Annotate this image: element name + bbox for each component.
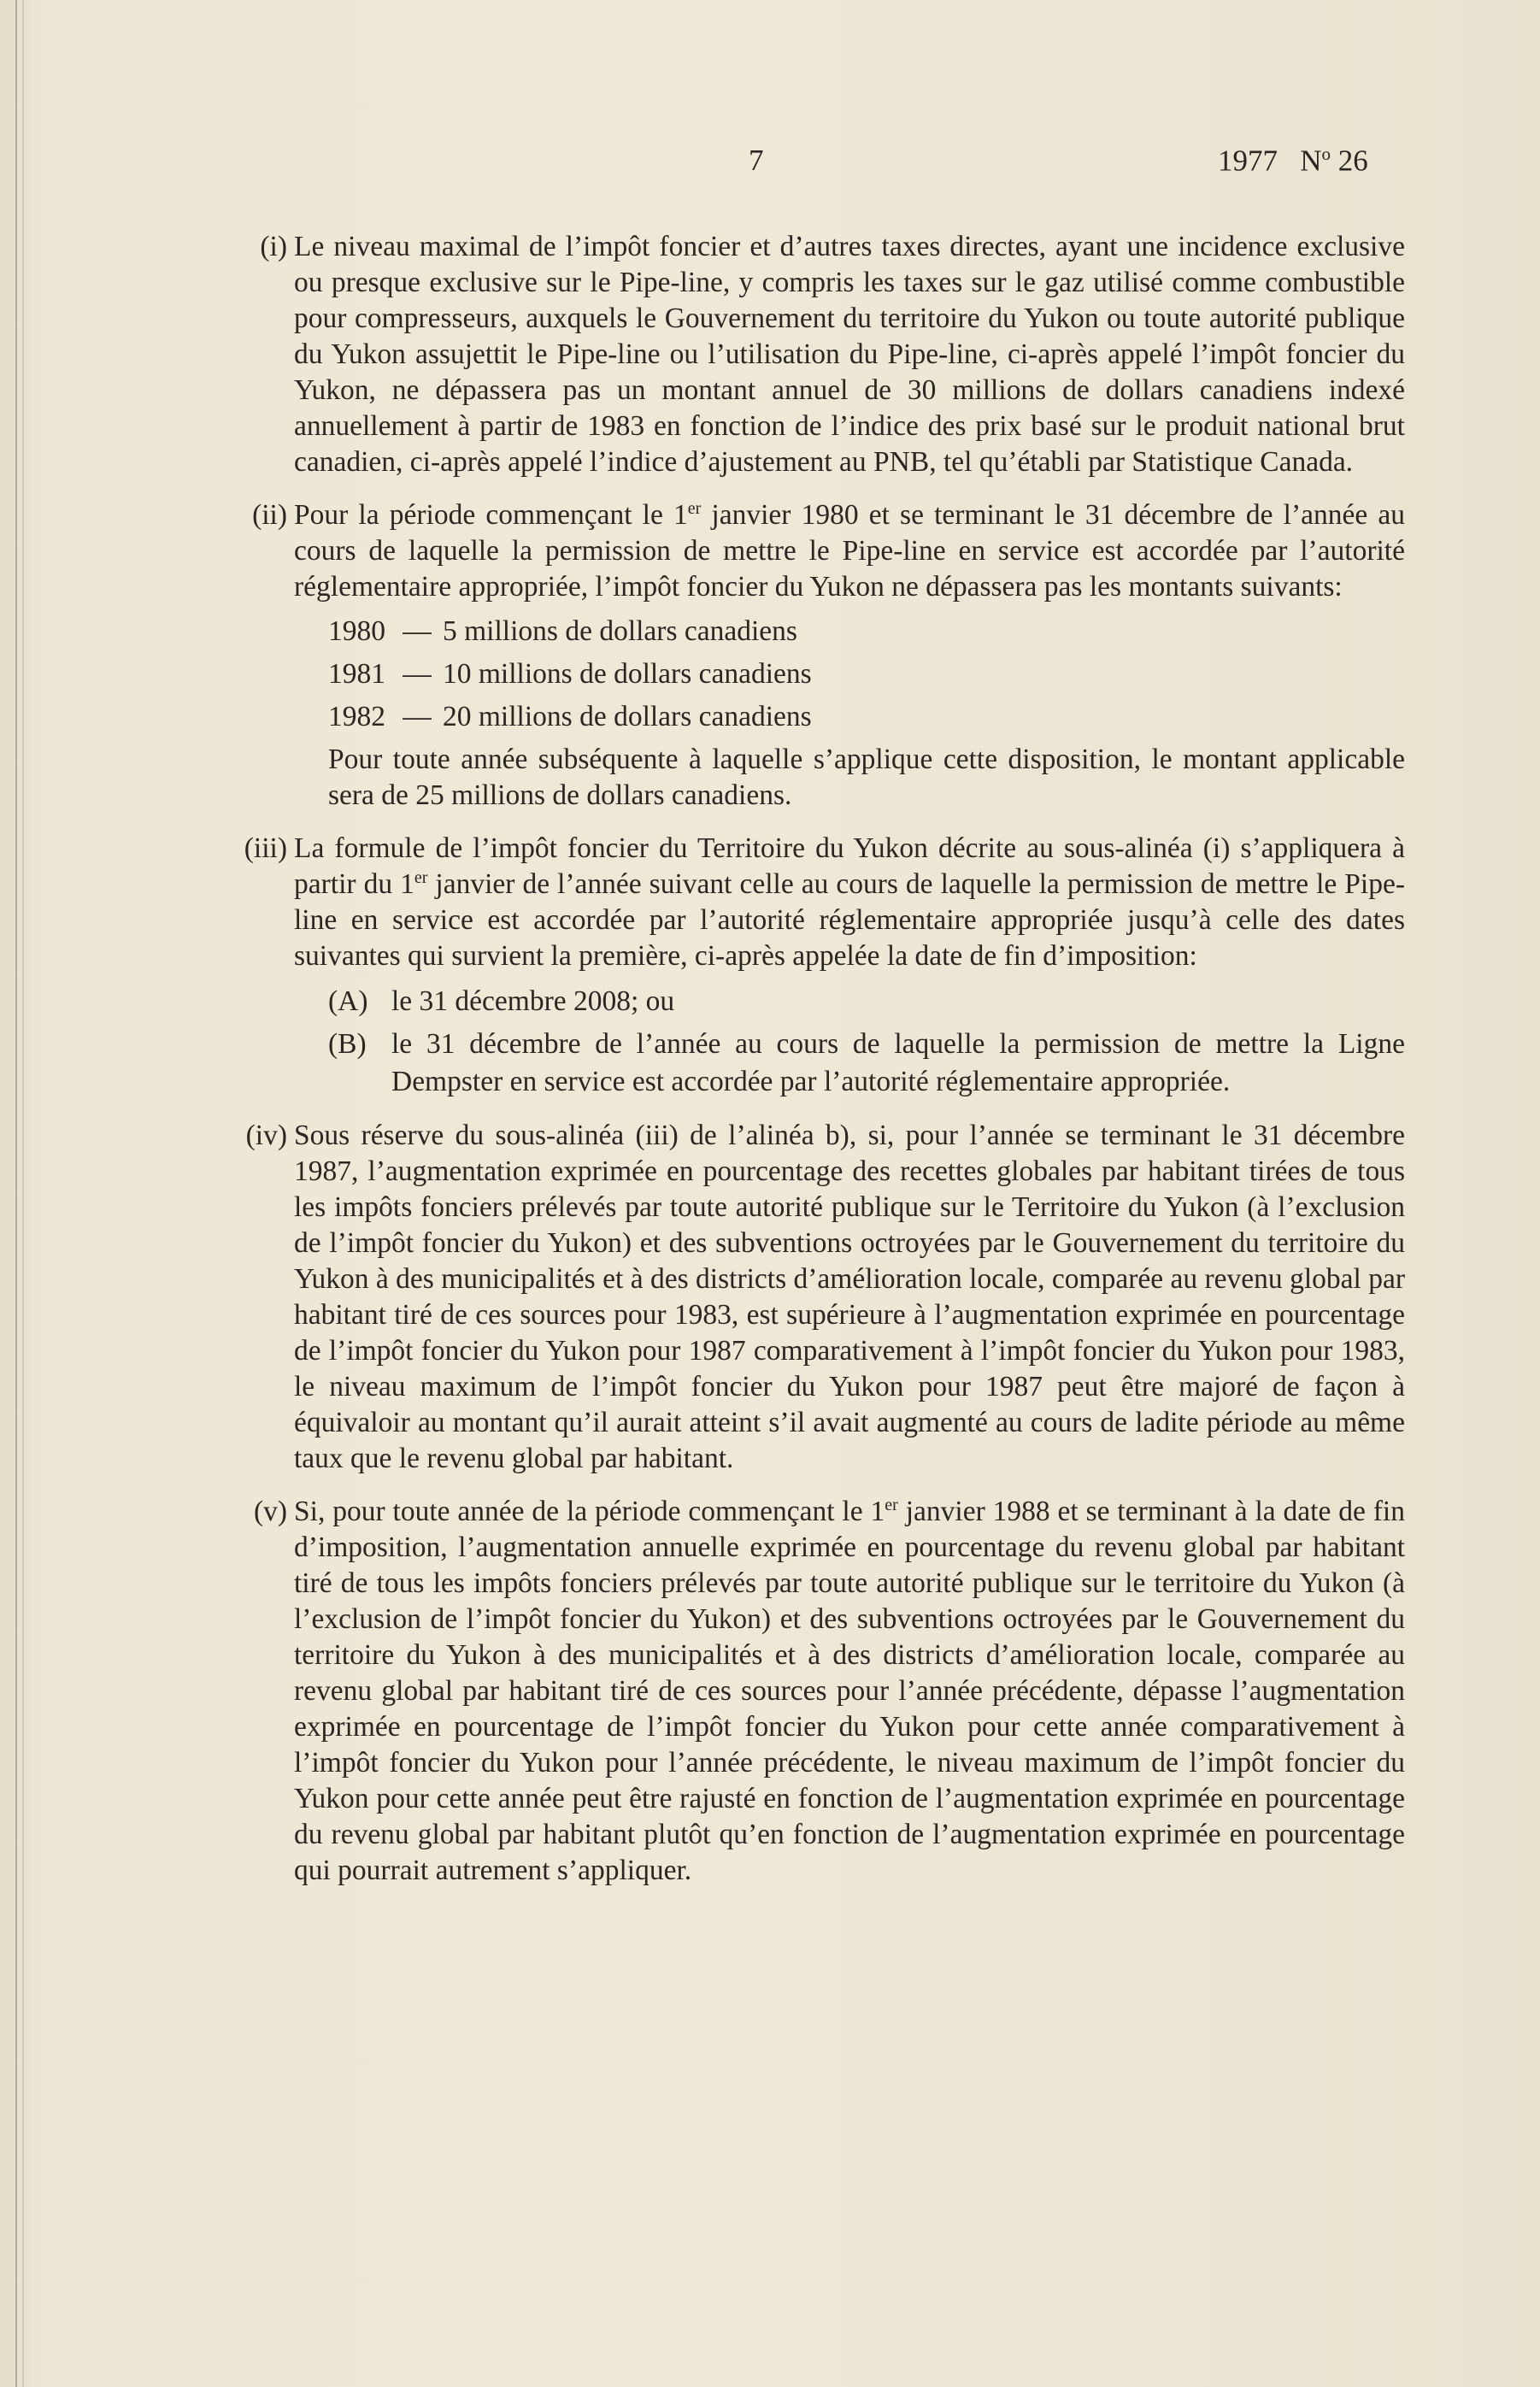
paragraph-i	[226, 229, 1405, 480]
paragraph-label: (iv)	[245, 1120, 287, 1151]
amount-row: 1981 — 10 millions de dollars canadiens	[328, 658, 812, 690]
paragraph-label: (iii)	[244, 832, 287, 864]
subitem-b: (B) le 31 décembre de l’année au cours de laquelle la permission de mettre la Ligne Dempster en service est accordée par l’autorité réglementaire appropriée.	[328, 1028, 1405, 1097]
paragraph-label: (v)	[253, 1496, 287, 1527]
amounts-list	[328, 610, 1405, 738]
paragraph-text: Pour la période commençant le 1er janvier 1980 et se terminant le 31 décembre de l’année au cours de laquelle la permission de mettre le Pipe-line en service est accordée par l’autorité réglementaire appropriée, l’impôt foncier du Yukon ne dépassera pas les montants suivants:	[294, 498, 1405, 603]
page-number: 7	[749, 144, 764, 177]
paragraph-v	[226, 1494, 1405, 1889]
paragraph-text: Le niveau maximal de l’impôt foncier et d’autres taxes directes, ayant une incidence exclusive ou presque exclusive sur le Pipe-line, y compris les taxes sur le gaz utilisé comme combustible pour compresseurs, auxquels le Gouvernement du territoire du Yukon ou toute autorité publique du Yukon assujettit le Pipe-line ou l’utilisation du Pipe-line, ci-après appelé l’impôt foncier du Yukon, ne dépassera pas un montant annuel de 30 millions de dollars canadiens indexé annuellement à partir de 1983 en fonction de l’indice des prix basé sur le produit national brut canadien, ci-après appelé l’indice d’ajustement au PNB, tel qu’établi par Statistique Canada.	[294, 231, 1405, 478]
subitem-a: (A) le 31 décembre 2008; ou	[328, 985, 675, 1017]
amount-row: 1980 — 5 millions de dollars canadiens	[328, 615, 797, 647]
paragraph-text: Sous réserve du sous-alinéa (iii) de l’alinéa b), si, pour l’année se terminant le 31 décembre 1987, l’augmentation exprimée en pourcentage des recettes globales par habitant tirées de tous les impôts fonciers prélevés par toute autorité publique sur le Territoire du Yukon (à l’exclusion de l’impôt foncier du Yukon) et des subventions octroyées par le Gouvernement du territoire du Yukon à des municipalités et à des districts d’amélioration locale, comparée au revenu global par habitant tiré de ces sources pour 1983, est supérieure à l’augmentation exprimée en pourcentage de l’impôt foncier du Yukon pour 1987 comparativement à l’impôt foncier du Yukon pour 1983, le niveau maximum de l’impôt foncier du Yukon pour 1987 peut être majoré de façon à équivaloir au montant qu’il aurait atteint s’il avait augmenté au cours de ladite période au même taux que le revenu global par habitant.	[294, 1120, 1405, 1474]
paragraph-tail: Pour toute année subséquente à laquelle s’applique cette disposition, le montant applicable sera de 25 millions de dollars canadiens.	[328, 744, 1405, 811]
main-text	[226, 229, 1405, 1906]
paragraph-text: Si, pour toute année de la période commençant le 1er janvier 1988 et se terminant à la date de fin d’imposition, l’augmentation annuelle exprimée en pourcentage du revenu global par habitant tiré de tous les impôts fonciers prélevés par toute autorité publique sur le territoire du Yukon (à l’exclusion de l’impôt foncier du Yukon) et des subventions octroyées par le Gouvernement du territoire du Yukon à des municipalités et à des districts d’amélioration locale, comparée au revenu global par habitant tiré de ces sources pour l’année précédente, dépasse l’augmentation exprimée en pourcentage de l’impôt foncier du Yukon pour cette année comparativement à l’impôt foncier du Yukon pour l’année précédente, le niveau maximum de l’impôt foncier du Yukon pour cette année peut être rajusté en fonction de l’augmentation exprimée en pourcentage du revenu global par habitant plutôt qu’en fonction de l’augmentation exprimée en pourcentage qui pourrait autrement s’appliquer.	[294, 1495, 1405, 1886]
binding-edge	[15, 0, 29, 2387]
paragraph-label: (i)	[260, 231, 287, 262]
issue-reference: 1977 $N^o$ 26	[1218, 144, 1368, 178]
paragraph-label: (ii)	[252, 499, 287, 531]
subitem-list	[328, 983, 1405, 1101]
paragraph-ii	[226, 497, 1405, 814]
paragraph-iv	[226, 1118, 1405, 1477]
paragraph-text: La formule de l’impôt foncier du Territoire du Yukon décrite au sous-alinéa (i) s’appliquera à partir du 1er janvier de l’année suivant celle au cours de laquelle la permission de mettre le Pipe-line en service est accordée par l’autorité réglementaire appropriée jusqu’à celle des dates suivantes qui survient la première, ci-après appelée la date de fin d’imposition:	[294, 832, 1405, 972]
paragraph-iii	[226, 831, 1405, 1101]
amount-row: 1982 — 20 millions de dollars canadiens	[328, 701, 812, 732]
page-header	[0, 144, 1540, 186]
